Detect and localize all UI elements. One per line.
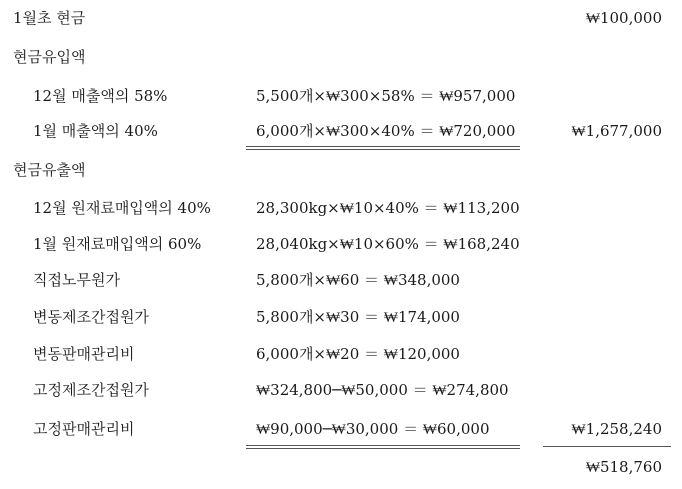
outflow-row-label: 1월 원재료매입액의 60% xyxy=(33,235,202,253)
inflow-row-calc: 6,000개×₩300×40% ＝ ₩720,000 xyxy=(256,122,516,140)
inflow-row-calc: 5,500개×₩300×58% ＝ ₩957,000 xyxy=(256,87,516,105)
opening-label: 1월초 현금 xyxy=(13,9,86,27)
outflow-rule-1 xyxy=(246,445,520,446)
outflow-row-calc: ₩324,800─₩50,000 ＝ ₩274,800 xyxy=(256,381,509,399)
inflow-rule-1 xyxy=(246,146,520,147)
outflow-row-calc: ₩90,000─₩30,000 ＝ ₩60,000 xyxy=(256,420,490,438)
opening-amount: ₩100,000 xyxy=(585,9,662,27)
outflow-row-label: 12월 원재료매입액의 40% xyxy=(33,199,211,217)
outflow-row-label: 직접노무원가 xyxy=(33,271,120,289)
outflow-row-calc: 6,000개×₩20 ＝ ₩120,000 xyxy=(256,345,460,363)
total-rule xyxy=(543,446,671,447)
outflow-row-label: 고정판매관리비 xyxy=(33,420,135,438)
inflow-row-label: 1월 매출액의 40% xyxy=(33,122,158,140)
inflows-heading: 현금유입액 xyxy=(13,48,86,66)
outflow-row-label: 고정제조간접원가 xyxy=(33,381,149,399)
outflow-row-calc: 5,800개×₩60 ＝ ₩348,000 xyxy=(256,271,460,289)
outflow-row-calc: 5,800개×₩30 ＝ ₩174,000 xyxy=(256,308,460,326)
outflow-row-label: 변동제조간접원가 xyxy=(33,308,149,326)
outflow-row-calc: 28,040kg×₩10×60% ＝ ₩168,240 xyxy=(256,235,520,253)
outflow-row-label: 변동판매관리비 xyxy=(33,345,135,363)
inflow-total: ₩1,677,000 xyxy=(571,122,662,140)
inflow-rule-2 xyxy=(246,149,520,150)
ending-amount: ₩518,760 xyxy=(585,458,662,476)
inflow-row-label: 12월 매출액의 58% xyxy=(33,87,168,105)
outflows-heading: 현금유출액 xyxy=(13,161,86,179)
outflow-row-calc: 28,300kg×₩10×40% ＝ ₩113,200 xyxy=(256,199,520,217)
outflow-rule-2 xyxy=(246,448,520,449)
outflow-total: ₩1,258,240 xyxy=(571,420,662,438)
